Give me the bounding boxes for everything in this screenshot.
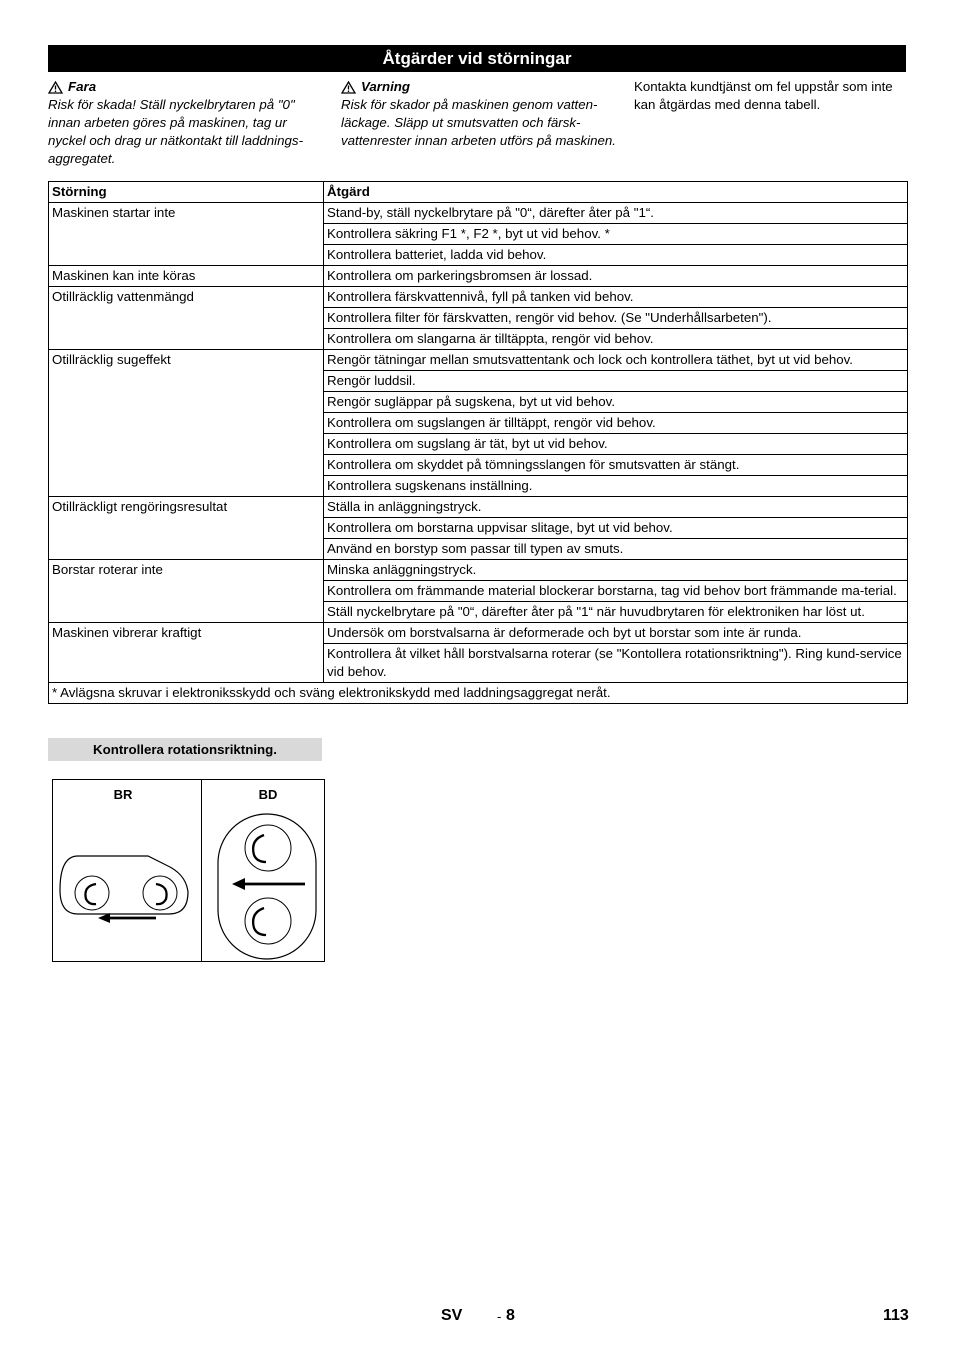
column-header-fault: Störning	[49, 182, 324, 203]
action-cell: Kontrollera batteriet, ladda vid behov.	[324, 245, 908, 266]
table-row	[49, 287, 908, 308]
page-number: 113	[883, 1307, 909, 1324]
action-cell: Kontrollera om slangarna är tilltäppta, rengör vid behov.	[324, 329, 908, 350]
bd-label: BD	[258, 787, 278, 802]
danger-notice	[48, 78, 326, 168]
action-cell: Kontrollera åt vilket håll borstvalsarna roterar (se "Kontollera rotationsriktning"). Ring kund-service vid behov.	[324, 644, 908, 683]
fault-table-body	[49, 203, 908, 704]
warning-text: Risk för skador på maskinen genom vatten-läckage. Släpp ut smutsvatten och färsk-vattenrester innan arbeten utförs på maskinen.	[341, 97, 616, 148]
action-cell: Rengör luddsil.	[324, 371, 908, 392]
fault-cell: Otillräckligt rengöringsresultat	[49, 497, 324, 560]
action-cell: Minska anläggningstryck.	[324, 560, 908, 581]
column-header-action: Åtgärd	[324, 182, 908, 203]
danger-label: Fara	[68, 79, 97, 94]
action-cell: Kontrollera om sugslang är tät, byt ut vid behov.	[324, 434, 908, 455]
fault-cell: Maskinen vibrerar kraftigt	[49, 623, 324, 683]
action-cell: Kontrollera om parkeringsbromsen är lossad.	[324, 266, 908, 287]
footer-sub-page: 8	[506, 1307, 515, 1324]
action-cell: Kontrollera om främmande material blockerar borstarna, tag vid behov bort främmande ma-terial.	[324, 581, 908, 602]
action-cell: Använd en borstyp som passar till typen av smuts.	[324, 539, 908, 560]
warning-notice	[341, 78, 617, 150]
fault-cell: Maskinen kan inte köras	[49, 266, 324, 287]
action-cell: Rengör sugläppar på sugskena, byt ut vid behov.	[324, 392, 908, 413]
table-row	[49, 623, 908, 644]
warning-triangle-icon	[48, 81, 63, 94]
warning-triangle-icon	[341, 81, 356, 94]
fault-cell: Otillräcklig sugeffekt	[49, 350, 324, 497]
action-cell: Kontrollera sugskenans inställning.	[324, 476, 908, 497]
rotation-heading: Kontrollera rotationsriktning.	[48, 738, 322, 761]
br-label: BR	[113, 787, 133, 802]
table-row	[49, 560, 908, 581]
footnote-row	[49, 683, 908, 704]
action-cell: Kontrollera om skyddet på tömningsslangen för smutsvatten är stängt.	[324, 455, 908, 476]
table-row	[49, 497, 908, 518]
rotation-diagram	[52, 779, 325, 962]
fault-cell: Otillräcklig vattenmängd	[49, 287, 324, 350]
action-cell: Kontrollera säkring F1 *, F2 *, byt ut vid behov. *	[324, 224, 908, 245]
warning-label: Varning	[361, 79, 411, 94]
action-cell: Rengör tätningar mellan smutsvattentank och lock och kontrollera täthet, byt ut vid behov.	[324, 350, 908, 371]
br-brush-head	[60, 856, 188, 923]
action-cell: Kontrollera filter för färskvatten, rengör vid behov. (Se "Underhållsarbeten").	[324, 308, 908, 329]
table-row	[49, 203, 908, 224]
fault-table	[48, 181, 908, 704]
action-cell: Stand-by, ställ nyckelbrytare på "0“, därefter åter på "1“.	[324, 203, 908, 224]
action-cell: Ställ nyckelbrytare på "0“, därefter åter på "1“ när huvudbrytaren för elektroniken har löst ut.	[324, 602, 908, 623]
table-row	[49, 266, 908, 287]
action-cell: Kontrollera om borstarna uppvisar slitage, byt ut vid behov.	[324, 518, 908, 539]
fault-cell: Borstar roterar inte	[49, 560, 324, 623]
fault-cell: Maskinen startar inte	[49, 203, 324, 266]
page-title: Åtgärder vid störningar	[48, 45, 906, 72]
table-row	[49, 350, 908, 371]
action-cell: Ställa in anläggningstryck.	[324, 497, 908, 518]
action-cell: Kontrollera om sugslangen är tilltäppt, rengör vid behov.	[324, 413, 908, 434]
contact-note: Kontakta kundtjänst om fel uppstår som inte kan åtgärdas med denna tabell.	[634, 79, 893, 112]
footer-dash: -	[497, 1309, 502, 1324]
action-cell: Undersök om borstvalsarna är deformerade och byt ut borstar som inte är runda.	[324, 623, 908, 644]
footer-language: SV	[441, 1307, 463, 1324]
bd-brush-head	[218, 814, 316, 959]
footnote-cell: * Avlägsna skruvar i elektroniksskydd och sväng elektronikskydd med laddningsaggregat neråt.	[49, 683, 908, 704]
danger-text: Risk för skada! Ställ nyckelbrytaren på "0" innan arbeten göres på maskinen, tag ur nyckel och drag ur nätkontakt till laddnings-aggregatet.	[48, 97, 303, 166]
table-header-row	[49, 182, 908, 203]
action-cell: Kontrollera färskvattennivå, fyll på tanken vid behov.	[324, 287, 908, 308]
